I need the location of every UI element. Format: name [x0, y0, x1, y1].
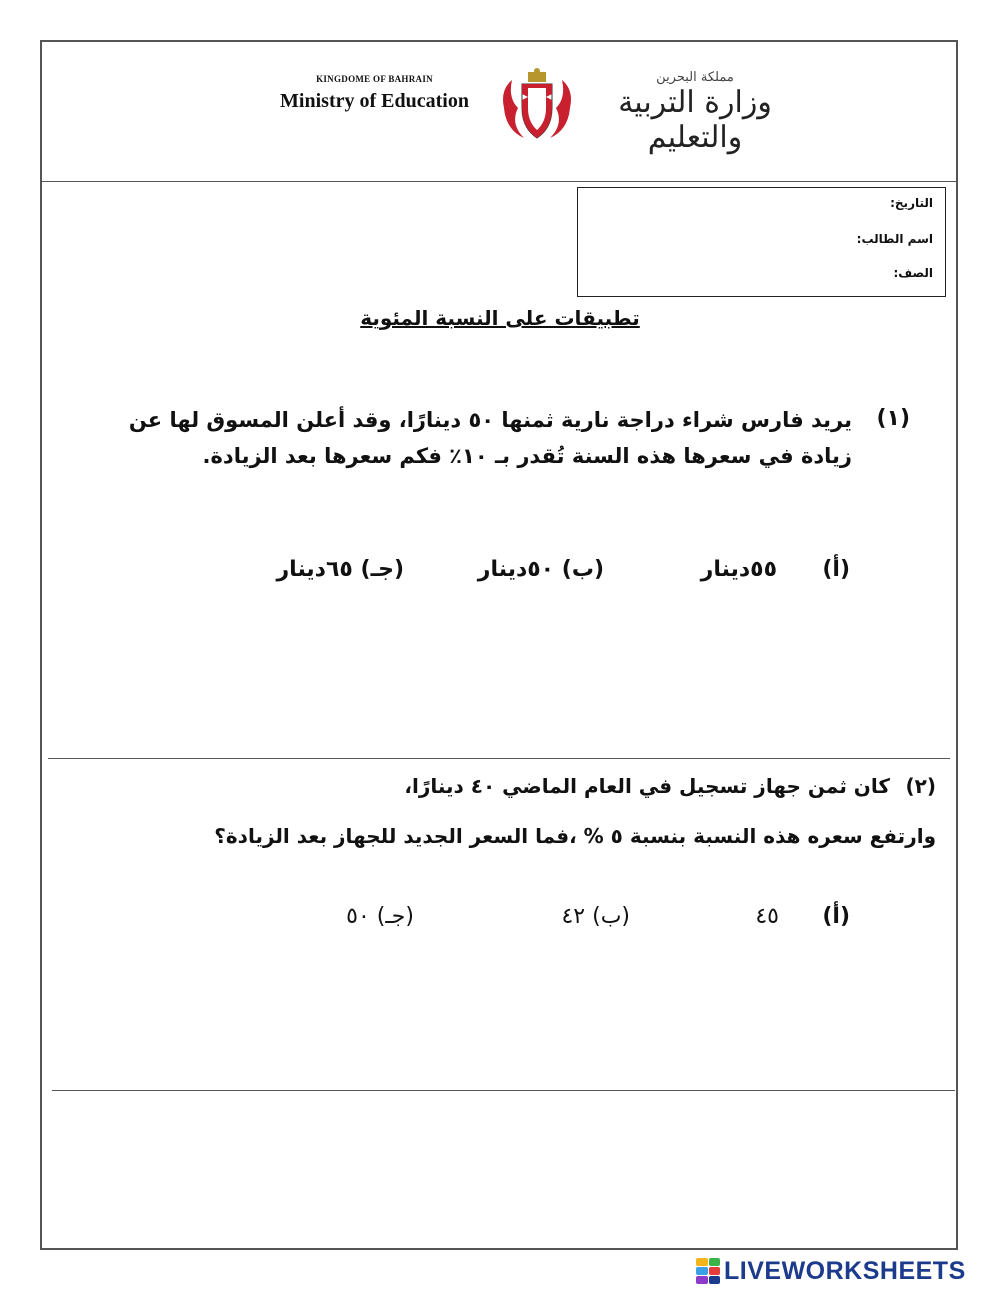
- question-divider-2: [52, 1090, 955, 1091]
- q1-option-c-label: (جـ): [360, 557, 404, 582]
- q1-option-a[interactable]: [701, 557, 850, 582]
- q2-option-b-value: ٤٢: [561, 904, 586, 929]
- q2-option-c-value: ٥٠: [346, 904, 370, 929]
- student-info-box: [577, 187, 946, 297]
- kingdom-name-en: KINGDOME OF BAHRAIN: [316, 74, 433, 84]
- q2-option-c-label: (جـ): [376, 904, 414, 929]
- q1-option-b-value: ٥٠دينار: [477, 557, 555, 582]
- q2-option-a-value: ٤٥: [755, 904, 779, 929]
- question-1-line-2: زيادة في سعرها هذه السنة تُقدر بـ ١٠٪ فكم سعرها بعد الزيادة.: [202, 444, 852, 468]
- q2-option-b[interactable]: [561, 904, 630, 929]
- bahrain-crest-icon: [498, 68, 576, 144]
- liveworksheets-logo: [696, 1257, 966, 1285]
- ministry-name-en: Ministry of Education: [280, 90, 469, 112]
- q2-option-a[interactable]: [755, 904, 850, 929]
- question-divider-1: [48, 758, 950, 759]
- ministry-header-en: [262, 74, 487, 113]
- q2-option-b-label: (ب): [592, 904, 630, 929]
- question-1-number: (١): [876, 406, 910, 431]
- worksheet-title: تطبيقات على النسبة المئوية: [360, 306, 640, 330]
- date-label: التاريخ:: [890, 196, 933, 210]
- header-divider: [40, 181, 958, 182]
- question-1-line-1: يريد فارس شراء دراجة نارية ثمنها ٥٠ دينارًا، وقد أعلن المسوق لها عن: [128, 408, 852, 432]
- question-2-line-2: وارتفع سعره هذه النسبة بنسبة ٥ % ،فما السعر الجديد للجهاز بعد الزيادة؟: [214, 824, 936, 848]
- student-name-label: اسم الطالب:: [856, 232, 933, 246]
- ministry-name-ar: وزارة التربية والتعليم: [618, 85, 772, 155]
- kingdom-name-ar: مملكة البحرين: [656, 70, 734, 85]
- question-2-line-1: كان ثمن جهاز تسجيل في العام الماضي ٤٠ دينارًا،: [404, 774, 890, 798]
- q1-option-c-value: ٦٥دينار: [276, 557, 353, 582]
- q2-option-c[interactable]: [346, 904, 414, 929]
- q1-option-b[interactable]: [478, 557, 604, 582]
- q1-option-a-label: (أ): [822, 557, 850, 582]
- ministry-header-ar: [585, 70, 805, 155]
- q1-option-b-label: (ب): [561, 557, 604, 582]
- q2-option-a-label: (أ): [822, 904, 850, 929]
- liveworksheets-brand: LIVEWORKSHEETS: [724, 1256, 966, 1285]
- q1-option-a-value: ٥٥دينار: [700, 557, 777, 582]
- class-label: الصف:: [893, 266, 933, 280]
- question-2-number: (٢): [905, 774, 936, 798]
- liveworksheets-mark-icon: [696, 1258, 720, 1284]
- q1-option-c[interactable]: [277, 557, 404, 582]
